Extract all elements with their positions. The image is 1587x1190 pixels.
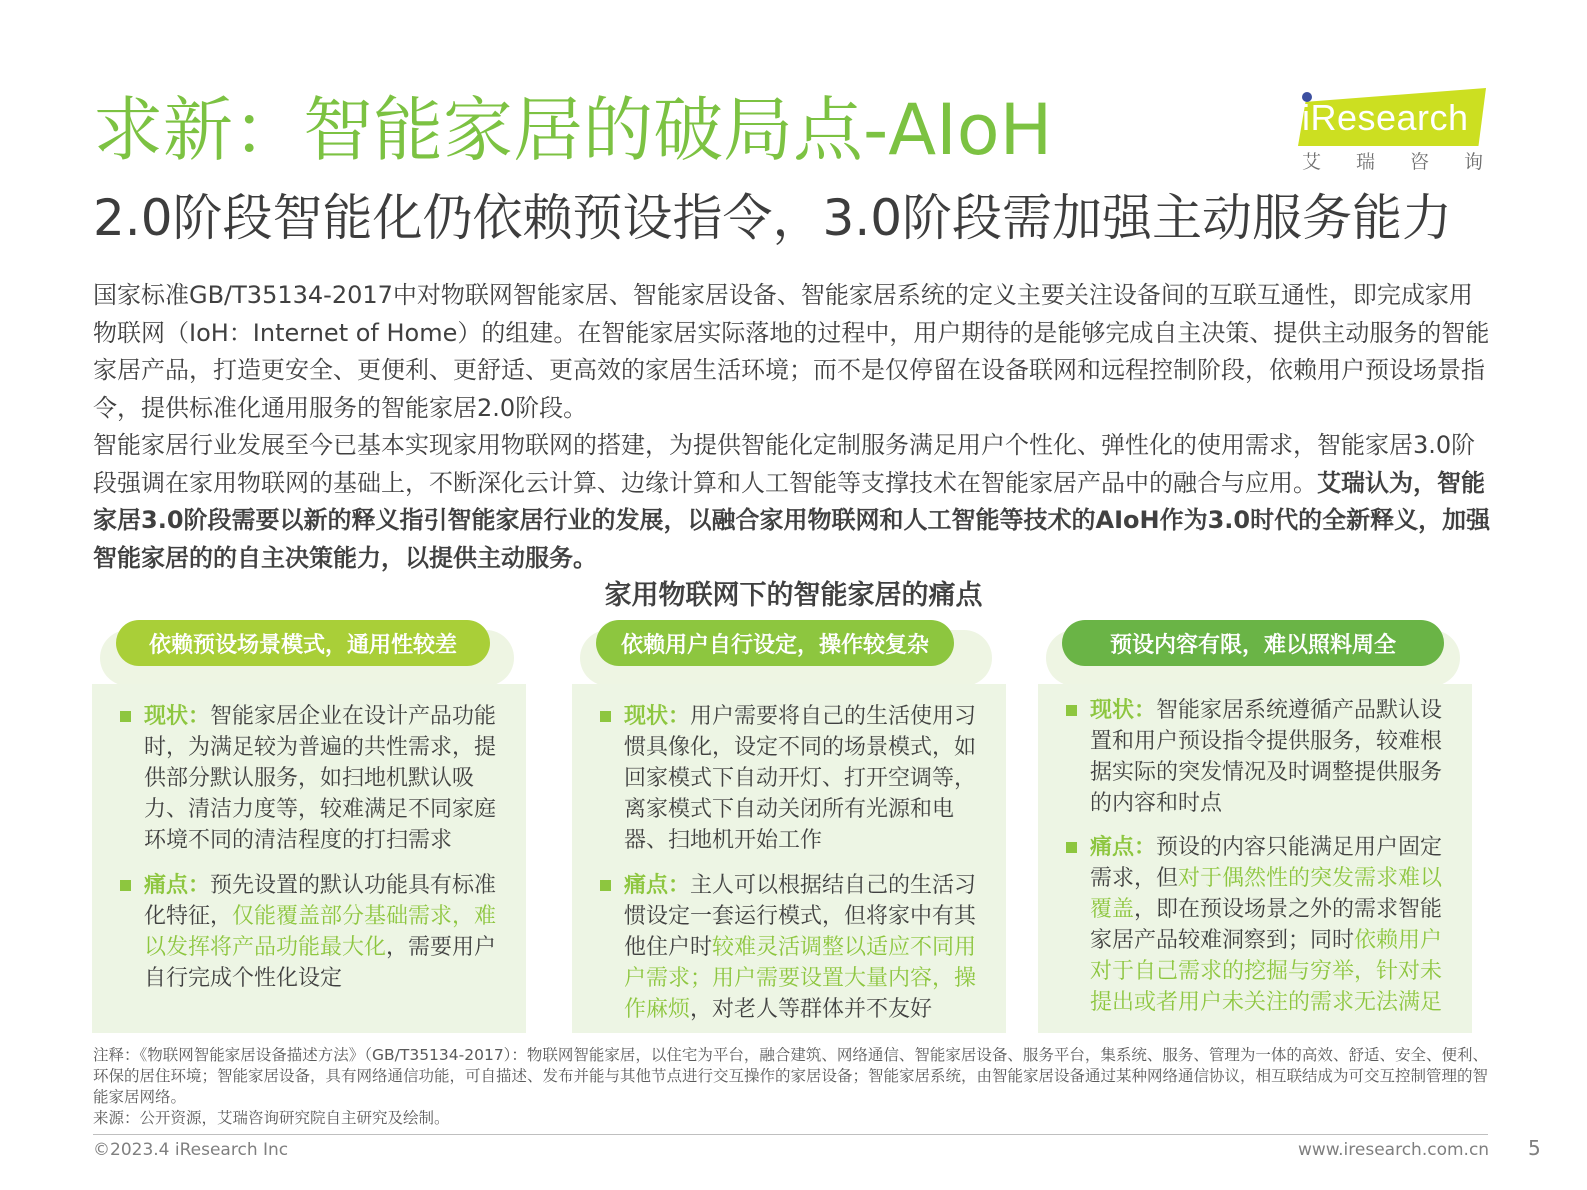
pain-item — [120, 870, 504, 994]
column-1-panel — [92, 684, 526, 1033]
pain-highlight: 对于偶然性的突发需求难以覆盖 — [1090, 866, 1443, 922]
intro-paragraph-2-bold: 艾瑞认为，智能家居3.0阶段需要以新的释义指引智能家居行业的发展，以融合家用物联网和人工智能等技术的AIoH作为3.0时代的全新释义，加强智能家居的的自主决策能力，以提供主动服务。 — [93, 468, 1491, 572]
footnotes — [93, 1045, 1493, 1129]
source-text: 来源：公开资源，艾瑞咨询研究院自主研究及绘制。 — [93, 1109, 450, 1127]
pain-text: 预先设置的默认功能具有标准化特征， — [144, 873, 497, 929]
column-3-panel — [1038, 684, 1472, 1033]
column-1-heading: 依赖预设场景模式，通用性较差 — [116, 620, 490, 666]
logo-brand-text: iResearch — [1302, 97, 1469, 138]
status-text: 智能家居系统遵循产品默认设置和用户预设指令提供服务，较难根据实际的突发情况及时调整提供服务的内容和时点 — [1090, 698, 1443, 816]
intro-paragraph-1: 国家标准GB/T35134-2017中对物联网智能家居、智能家居设备、智能家居系统的定义主要关注设备间的互联互通性，即完成家用物联网（IoH：Internet of Home）的组建。在智能家居实际落地的过程中，用户期待的是能够完成自主决策、提供主动服务的智能家居产品，打造更安全、更便利、更舒适、更高效的家居生活环境；而不是仅停留在设备联网和远程控制阶段，依赖用户预设场景指令，提供标准化通用服务的智能家居2.0阶段。 — [93, 281, 1490, 422]
pain-text: ，需要用户自行完成个性化设定 — [144, 935, 497, 991]
bullet-square-icon — [600, 711, 611, 722]
pain-text: ，即在预设场景之外的需求智能家居产品较难洞察到；同时 — [1090, 897, 1443, 953]
status-text: 智能家居企业在设计产品功能时，为满足较为普遍的共性需求，提供部分默认服务，如扫地机默认吸力、清洁力度等，较难满足不同家庭环境不同的清洁程度的打扫需求 — [144, 704, 497, 853]
pain-item — [1066, 832, 1450, 1018]
pain-text: 预设的内容只能满足用户固定需求，但 — [1090, 835, 1443, 891]
bullet-square-icon — [1066, 705, 1077, 716]
status-label: 现状： — [624, 704, 691, 729]
footer-divider — [93, 1134, 1488, 1135]
column-3-heading: 预设内容有限，难以照料周全 — [1062, 620, 1444, 666]
pain-item — [600, 870, 984, 1025]
bullet-square-icon — [120, 711, 131, 722]
page-subtitle: 2.0阶段智能化仍依赖预设指令，3.0阶段需加强主动服务能力 — [93, 189, 1453, 247]
pain-label: 痛点： — [624, 873, 691, 898]
column-2-heading: 依赖用户自行设定，操作较复杂 — [596, 620, 954, 666]
logo-chinese-name: 艾瑞咨询 — [1302, 151, 1519, 173]
pain-label: 痛点： — [1090, 835, 1157, 860]
note-text: 注释：《物联网智能家居设备描述方法》（GB/T35134-2017）：物联网智能家居，以住宅为平台，融合建筑、网络通信、智能家居设备、服务平台，集系统、服务、管理为一体的高效、舒适、安全、便利、环保的居住环境；智能家居设备，具有网络通信功能，可自描述、发布并能与其他节点进行交互操作的家居设备；智能家居系统，由智能家居设备通过某种网络通信协议，相互联结成为可交互控制管理的智能家居网络。 — [93, 1046, 1489, 1106]
pain-text: 主人可以根据结自己的生活习惯设定一套运行模式，但将家中有其他住户时 — [624, 873, 977, 960]
status-label: 现状： — [1090, 698, 1157, 723]
website-url: www.iresearch.com.cn — [1298, 1140, 1490, 1160]
status-item — [1066, 695, 1450, 819]
copyright: ©2023.4 iResearch Inc — [93, 1140, 289, 1160]
intro-text — [93, 277, 1493, 577]
section-title: 家用物联网下的智能家居的痛点 — [604, 580, 983, 611]
page-number: 5 — [1528, 1136, 1541, 1160]
status-label: 现状： — [144, 704, 211, 729]
intro-paragraph-2 — [93, 427, 1493, 577]
pain-text: ，对老人等群体并不友好 — [690, 997, 933, 1022]
bullet-square-icon — [600, 880, 611, 891]
pain-highlight: 较难灵活调整以适应不同用户需求；用户需要设置大量内容，操作麻烦 — [624, 935, 977, 1022]
status-text: 用户需要将自己的生活使用习惯具像化，设定不同的场景模式，如回家模式下自动开灯、打开空调等，离家模式下自动关闭所有光源和电器、扫地机开始工作 — [624, 704, 977, 853]
column-2-panel — [572, 684, 1006, 1033]
status-item — [600, 701, 984, 856]
bullet-square-icon — [1066, 842, 1077, 853]
pain-highlight: 依赖用户对于自己需求的挖掘与穷举，针对未提出或者用户未关注的需求无法满足 — [1090, 928, 1443, 1015]
pain-highlight: 仅能覆盖部分基础需求，难以发挥将产品功能最大化 — [144, 904, 497, 960]
bullet-square-icon — [120, 880, 131, 891]
intro-paragraph-2-text: 智能家居行业发展至今已基本实现家用物联网的搭建，为提供智能化定制服务满足用户个性化、弹性化的使用需求，智能家居3.0阶段强调在家用物联网的基础上，不断深化云计算、边缘计算和人工智能等支撑技术在智能家居产品中的融合与应用。 — [93, 431, 1476, 497]
status-item — [120, 701, 504, 856]
iresearch-logo — [1298, 84, 1519, 184]
pain-label: 痛点： — [144, 873, 211, 898]
page-title: 求新：智能家居的破局点-AIoH — [93, 89, 1053, 171]
